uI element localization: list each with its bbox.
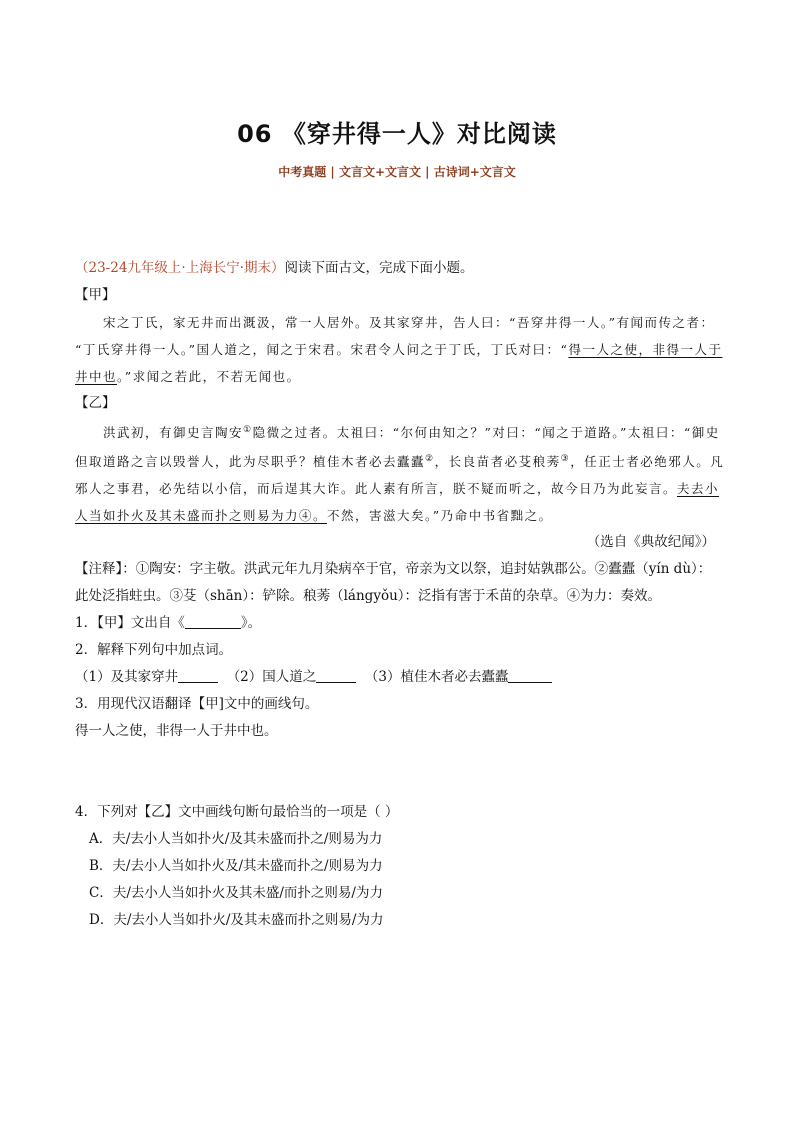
question-2-item-3: （3）植佳木者必去蠹蠹	[364, 669, 509, 686]
notes-line-2: 此处泛指蛀虫。③芟（shān）：铲除。稂莠（lángyǒu）：泛指有害于禾苗的杂草。④为力：奏效。	[75, 588, 662, 605]
jia-text: “丁氏穿井得一人。”国人道之，闻之于宋君。宋君令人问之于丁氏，丁氏对曰：“	[75, 342, 569, 357]
jia-text: 。”求闻之若此，不若无闻也。	[117, 369, 301, 384]
jia-underlined-sentence-end: 井中也	[75, 369, 118, 384]
yi-text-line-2	[75, 446, 725, 475]
option-d[interactable]: D．夫/去小人当如扑火/及其未盛而扑之则易/为力	[89, 912, 384, 929]
yi-label: 【乙】	[75, 395, 116, 411]
jia-text-line-3	[75, 363, 725, 390]
yi-text-line-1	[75, 417, 725, 446]
note-marker-3: ③	[560, 454, 571, 465]
yi-underlined-sentence-end: 人当如扑火及其未盛而扑之则易为力④。	[75, 508, 328, 524]
answer-blank[interactable]	[185, 614, 241, 629]
yi-text: 不然，害滋大矣。”乃命中书省黜之。	[327, 508, 553, 524]
yi-citation: （选自《典故纪闻》）	[586, 534, 715, 551]
question-2-items	[75, 664, 725, 691]
question-2-item-1: （1）及其家穿井	[75, 669, 179, 686]
option-b[interactable]: B．夫/去小人当如扑火及/其未盛而扑之/则易为力	[89, 858, 383, 875]
yi-text: 隐微之过者。太祖曰：“尔何由知之？”对曰：“闻之于道路。”太祖曰：“御史	[252, 425, 720, 441]
document-body	[75, 255, 725, 934]
question-1	[75, 610, 725, 637]
intro-line	[75, 255, 725, 282]
spacer	[75, 772, 725, 799]
notes-text: ①陶安：字主敬。洪武元年九月染病卒于官，帝亲为文以祭，追封姑孰郡公。②蠹蠹（yín dù）：	[135, 561, 712, 578]
jia-underlined-sentence: 得一人之使，非得一人于	[568, 342, 723, 357]
question-1-text: 1．【甲】文出自《	[75, 615, 185, 632]
question-1-text-end: 》。	[240, 615, 262, 632]
yi-text: 但取道路之言以毁誉人，此为尽职乎？植佳木者必去蠹蠹	[75, 454, 426, 470]
question-3-sentence: 得一人之使，非得一人于井中也。	[75, 723, 278, 740]
yi-text: 洪武初，有御史言陶安	[103, 425, 244, 441]
jia-text-line-2	[75, 336, 725, 363]
question-3: 3．用现代汉语翻译【甲]文中的画线句。	[75, 696, 319, 713]
jia-text-line-1: 宋之丁氏，家无井而出溉汲，常一人居外。及其家穿井，告人曰：“吾穿井得一人。”有闻而传之者：	[103, 315, 715, 330]
notes-label: 【注释】：	[75, 561, 136, 578]
question-2-item-2: （2）国人道之	[226, 669, 317, 686]
question-4: 4．下列对【乙】文中画线句断句最恰当的一项是（ ）	[75, 804, 399, 821]
answer-blank[interactable]	[508, 668, 552, 683]
yi-text: ，长良苗者必芟稂莠	[434, 454, 561, 470]
page-title: 06 《穿井得一人》对比阅读	[237, 120, 557, 148]
yi-text: 邪人之事君，必先结以小信，而后逞其大诈。此人素有所言，朕不疑而听之，故今日乃为此妄言。	[75, 481, 678, 497]
option-c[interactable]: C．夫/去小人当如扑火及其未盛/而扑之则易/为力	[89, 885, 383, 902]
question-source: （23-24九年级上·上海长宁·期末）	[75, 260, 285, 276]
spacer	[75, 745, 725, 772]
note-marker-2: ②	[425, 454, 435, 465]
page-subtitle: 中考真题 | 文言文+文言文 | 古诗词+文言文	[278, 165, 516, 179]
question-2: 2．解释下列句中加点词。	[75, 642, 233, 659]
yi-text: ，任正士者必绝邪人。凡	[570, 454, 725, 470]
option-a[interactable]: A．夫/去小人当如扑火/及其未盛而扑之/则易为力	[89, 831, 383, 848]
note-marker-1: ①	[243, 425, 253, 435]
intro-instruction: 阅读下面古文，完成下面小题。	[284, 260, 474, 276]
jia-label: 【甲】	[75, 287, 116, 303]
answer-blank[interactable]	[178, 668, 218, 683]
yi-underlined-sentence: 夫去小	[677, 481, 720, 497]
yi-text-line-4	[75, 502, 725, 529]
notes-line-1	[75, 556, 725, 583]
yi-text-line-3	[75, 475, 725, 502]
answer-blank[interactable]	[316, 668, 356, 683]
